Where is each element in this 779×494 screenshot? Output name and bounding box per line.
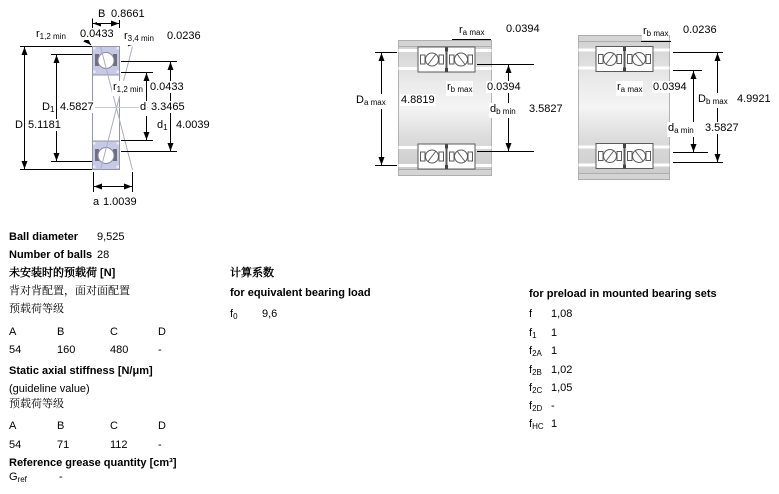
number-of-balls-value: 28	[97, 249, 110, 261]
factor-symbol: $f_1$	[529, 327, 537, 340]
preload-factors-heading: for preload in mounted bearing sets	[529, 288, 717, 300]
factor-value: -	[551, 400, 555, 412]
dim-D1-value: 4.5827	[60, 101, 94, 113]
dim-db-min-value: 3.5827	[529, 103, 563, 115]
ball-diameter-label: Ball diameter	[9, 231, 79, 243]
factor-symbol: $f_{2D}$	[529, 400, 543, 413]
table-cell: 112	[110, 439, 128, 451]
dim-r12-inner-value: 0.0433	[150, 81, 184, 93]
dim-r34-min-label: $r_{3,4 min}$	[124, 30, 154, 43]
table-cell: 480	[110, 344, 129, 356]
factor-value: 1,05	[551, 382, 573, 394]
dim-rb-max2-value: 0.0236	[683, 24, 717, 36]
dim-d-value: 3.3465	[151, 101, 185, 113]
dim-ra-max-value: 0.0394	[506, 23, 540, 35]
col-header: C	[110, 420, 118, 432]
calc-title: 计算系数	[230, 267, 274, 279]
dim-r12-min-label: $r_{1,2 min}$	[36, 28, 66, 41]
preload-class-label: 预载荷等级	[9, 303, 64, 315]
dim-Db-max-value: 4.9921	[737, 93, 771, 105]
table-cell: -	[158, 344, 162, 356]
dim-r12-inner-label: $r_{1,2 min}$	[113, 81, 143, 94]
factor-symbol: $f_{2A}$	[529, 345, 542, 358]
factor-f0-symbol: $f_0$	[230, 308, 238, 321]
factor-value: 1	[551, 418, 558, 430]
grease-title: Reference grease quantity [cm³]	[9, 457, 177, 469]
dim-db-min-label: $d_{b min}$	[490, 103, 516, 116]
dim-ra-max2-value: 0.0394	[653, 81, 687, 93]
preload-subtitle: 背对背配置，面对面配置	[9, 285, 130, 297]
preload-title: 未安装时的预载荷 [N]	[9, 267, 116, 279]
factor-symbol: f	[529, 308, 533, 320]
dim-r34-min-value: 0.0236	[167, 30, 201, 42]
table-cell: -	[158, 439, 162, 451]
col-header: A	[9, 326, 17, 338]
dim-ra-max-label: $r_{a max}$	[459, 24, 485, 37]
stiffness-title: Static axial stiffness [N/μm]	[9, 365, 153, 377]
col-header: D	[158, 420, 166, 432]
dim-Da-max-label: $D_{a max}$	[356, 94, 386, 107]
dim-rb-max-value: 0.0394	[487, 81, 521, 93]
dim-rb-max2-label: $r_{b max}$	[643, 25, 669, 38]
dim-da-min-label: $d_{a min}$	[668, 122, 694, 135]
col-header: A	[9, 420, 17, 432]
equivalent-load-heading: for equivalent bearing load	[230, 287, 371, 299]
dim-D1-label: $D_1$	[42, 101, 55, 114]
factor-symbol: $f_{2C}$	[529, 382, 543, 395]
dim-a-value: 1.0039	[103, 196, 137, 208]
dim-B-label: B	[97, 8, 106, 23]
factor-value: 1,08	[551, 308, 573, 320]
dim-d1-value: 4.0039	[176, 119, 210, 131]
factor-value: 1	[551, 345, 558, 357]
dim-ra-max2-label: $r_{a max}$	[617, 81, 643, 94]
col-header: B	[57, 420, 65, 432]
dim-r12-min-value: 0.0433	[80, 28, 114, 40]
table-cell: 71	[57, 439, 70, 451]
dim-Db-max-label: $D_{b max}$	[698, 93, 728, 106]
number-of-balls-label: Number of balls	[9, 249, 93, 261]
factor-value: 1,02	[551, 364, 573, 376]
dim-da-min-value: 3.5827	[705, 122, 739, 134]
dim-D-label: D	[14, 119, 24, 134]
dim-d-label: d	[139, 101, 147, 116]
dim-B-value: 0.8661	[111, 8, 145, 20]
dim-rb-max-label: $r_{b max}$	[447, 81, 473, 94]
factor-value: 1	[551, 327, 558, 339]
factor-f0-value: 9,6	[262, 308, 278, 320]
factor-symbol: $f_{2B}$	[529, 364, 542, 377]
table-cell: 160	[57, 344, 76, 356]
grease-value: -	[59, 471, 63, 483]
factor-symbol: $f_{HC}$	[529, 418, 544, 431]
dim-a-label: a	[92, 196, 100, 211]
grease-symbol: $G_{ref}$	[9, 471, 27, 484]
col-header: C	[110, 326, 118, 338]
table-cell: 54	[9, 344, 22, 356]
stiffness-class-label: 预载荷等级	[9, 398, 64, 410]
col-header: D	[158, 326, 166, 338]
dim-Da-max-value: 4.8819	[401, 94, 435, 106]
table-cell: 54	[9, 439, 22, 451]
col-header: B	[57, 326, 65, 338]
ball-diameter-value: 9,525	[97, 231, 125, 243]
dim-d1-label: $d_1$	[157, 119, 168, 132]
stiffness-subtitle: (guideline value)	[9, 383, 90, 395]
dim-D-value: 5.1181	[28, 119, 61, 131]
